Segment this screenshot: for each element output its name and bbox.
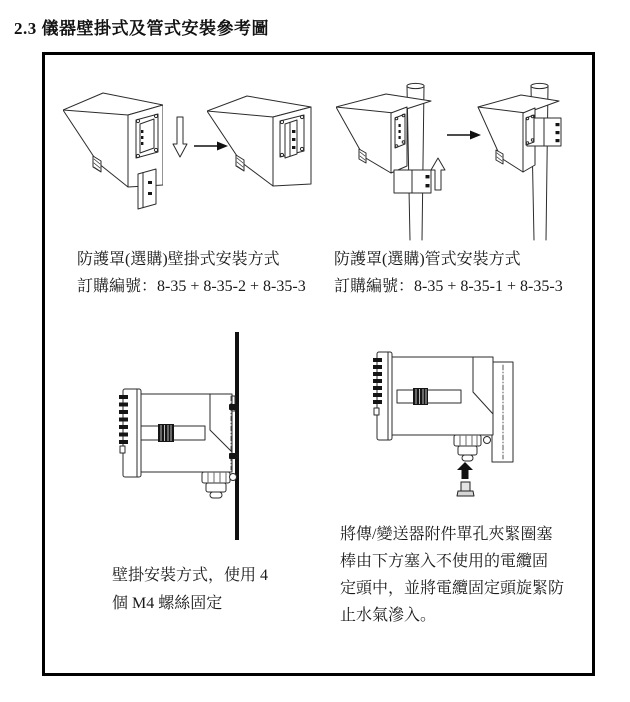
note-plug-line4: 止水氣滲入。 bbox=[340, 607, 437, 624]
arrow-up-filled-icon bbox=[457, 462, 473, 479]
note-plug-line1: 將傳/變送器附件單孔夾緊圈塞 bbox=[340, 526, 553, 543]
caption-wall-mount-line2: 個 M4 螺絲固定 bbox=[112, 595, 223, 612]
figure-box bbox=[42, 52, 595, 676]
arrow-up-icon bbox=[430, 157, 446, 191]
caption-wall-mount-line1: 壁掛安裝方式，使用 4 bbox=[112, 567, 269, 584]
caption-hood-wall-order: 訂購編號：8-35 + 8-35-2 + 8-35-3 bbox=[77, 278, 306, 295]
note-plug-install bbox=[340, 521, 590, 629]
diagram-transmitter-plug bbox=[370, 348, 515, 466]
caption-hood-pipe-method: 防護罩(選購)管式安裝方式 bbox=[334, 251, 521, 268]
page-title bbox=[14, 14, 269, 39]
sealing-plug-icon bbox=[455, 481, 475, 498]
section-title: 儀器壁掛式及管式安裝參考圖 bbox=[41, 19, 269, 38]
caption-hood-pipe-order: 訂購編號：8-35 + 8-35-1 + 8-35-3 bbox=[334, 278, 563, 295]
note-plug-line3: 定頭中，並將電纜固定頭旋緊防 bbox=[340, 580, 565, 597]
arrow-down-icon bbox=[172, 116, 188, 158]
section-number: 2.3 bbox=[14, 19, 37, 38]
caption-wall-mount bbox=[112, 562, 268, 618]
diagram-hood-wall-step1 bbox=[63, 90, 163, 212]
note-plug-line2: 棒由下方塞入不使用的電纜固 bbox=[340, 553, 549, 570]
caption-hood-wall-method: 防護罩(選購)壁掛式安裝方式 bbox=[77, 251, 280, 268]
diagram-hood-wall-step2 bbox=[207, 94, 312, 189]
diagram-transmitter-wall bbox=[92, 332, 307, 540]
diagram-hood-pipe-step2 bbox=[471, 80, 571, 245]
